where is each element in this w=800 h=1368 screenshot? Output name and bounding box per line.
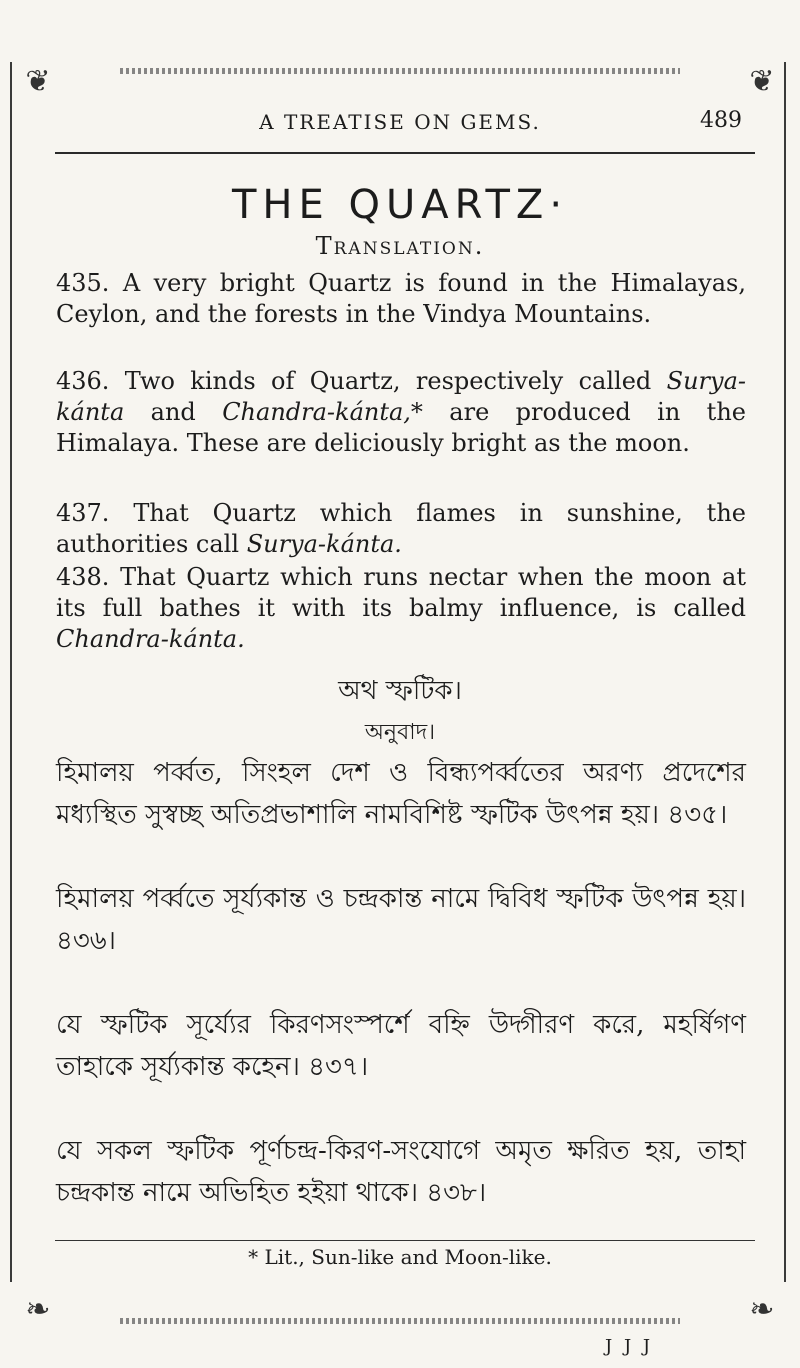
corner-ornament-bottom-right-icon: ❧ xyxy=(749,1292,775,1327)
bengali-subtitle: অনুবাদ। xyxy=(364,720,436,745)
corner-ornament-top-right-icon: ❦ xyxy=(749,64,775,99)
bengali-verse-436: হিমালয় পর্ব্বতে সূর্য্যকান্ত ও চন্দ্রকান্ত নামে দ্বিবিধ স্ফটিক উৎপন্ন হয়। ৪৩৬। xyxy=(56,884,746,956)
bengali-verse-438: যে সকল স্ফটিক পূর্ণচন্দ্র-কিরণ-সংযোগে অমৃত ক্ষরিত হয়, তাহা চন্দ্রকান্ত নামে অভিহিত হইয়া থাকে। ৪৩৮। xyxy=(56,1136,746,1208)
bottom-wavy-rule xyxy=(120,1318,680,1324)
footnote: * Lit., Sun-like and Moon-like. xyxy=(248,1245,552,1269)
bengali-title: অথ স্ফটিক। xyxy=(338,676,462,706)
header-rule xyxy=(55,152,755,154)
bengali-verse-435: হিমালয় পর্ব্বত, সিংহল দেশ ও বিন্ধ্যপর্ব্বতের অরণ্য প্রদেশের মধ্যস্থিত সুস্বচ্ছ অতিপ্রভাশালি নামবিশিষ্ট স্ফটিক উৎপন্ন হয়। ৪৩৫। xyxy=(56,758,746,830)
paragraph-436: 436. Two kinds of Quartz, respectively called Surya-kánta and Chandra-kánta,* are produced in the Himalaya. These are deliciously bright as the moon. xyxy=(56,367,746,457)
page-title: THE QUARTZ· xyxy=(231,182,569,228)
paragraph-437: 437. That Quartz which flames in sunshine, the authorities call Surya-kánta. xyxy=(56,499,746,558)
running-head: A TREATISE ON GEMS. xyxy=(259,110,541,134)
section-subtitle: Translation. xyxy=(315,232,485,260)
bengali-verse-437: যে স্ফটিক সূর্য্যের কিরণসংস্পর্শে বহ্নি উদ্গীরণ করে, মহর্ষিগণ তাহাকে সূর্য্যকান্ত কহেন। ৪৩৭। xyxy=(56,1010,746,1082)
page-number: 489 xyxy=(700,108,742,133)
corner-ornament-bottom-left-icon: ❧ xyxy=(25,1292,51,1327)
printer-signature: J J J xyxy=(605,1336,654,1357)
footnote-rule xyxy=(55,1240,755,1241)
corner-ornament-top-left-icon: ❦ xyxy=(25,64,51,99)
paragraph-435: 435. A very bright Quartz is found in the Himalayas, Ceylon, and the forests in the Vindya Mountains. xyxy=(56,269,746,328)
top-wavy-rule xyxy=(120,68,680,74)
paragraph-438: 438. That Quartz which runs nectar when the moon at its full bathes it with its balmy influence, is called Chandra-kánta. xyxy=(56,563,746,653)
